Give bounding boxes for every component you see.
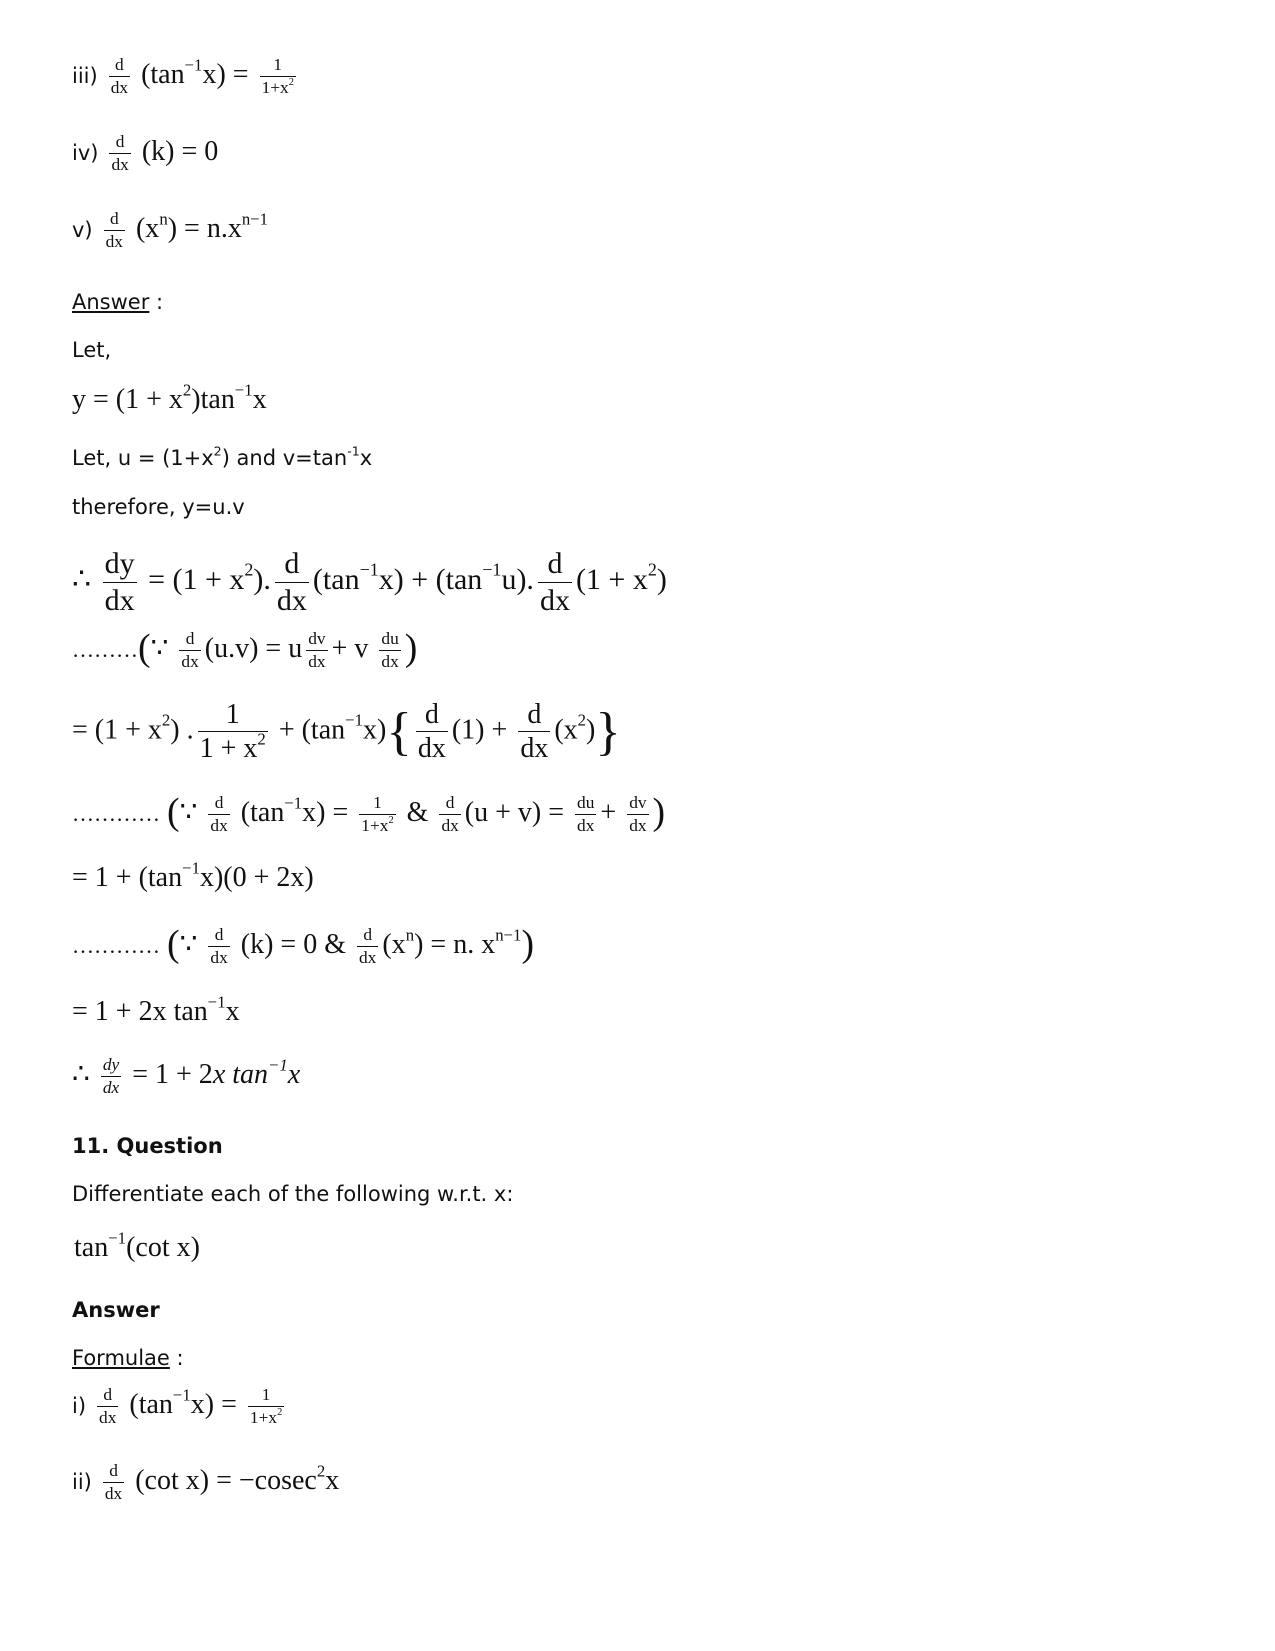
dv-dx: $\frac{dv}{dx}$	[308, 628, 326, 672]
note-3: ………… (∵ $\frac{d}{dx}$ (k) = 0 & $\frac{d}{dx}$ $(x^n) = n$. $x^{n-1}$)	[72, 923, 535, 968]
du-dx: $\frac{du}{dx}$	[577, 792, 595, 836]
note-2: ………… (∵ $\frac{d}{dx}$ $(\tan^{-1}x)$ = $\frac{1}{1+x^2}$ & $\frac{d}{dx}$ (u + v) = $\frac{du}{dx}$ + $\frac{dv}{dx}$ )	[72, 791, 666, 836]
note-1: ………(∵ $\frac{d}{dx}$ (u.v) = u $\frac{dv}{dx}$ + v $\frac{du}{dx}$ )	[72, 627, 418, 672]
question-11-expression: $\tan^{-1}(\cot$ x)	[74, 1228, 200, 1263]
let-text: Let,	[72, 338, 112, 362]
fraction: $\frac{1}{1+x^2}$	[361, 792, 394, 836]
derivative-operator: $\frac{d}{dx}$	[359, 924, 377, 968]
question-11-text: Differentiate each of the following w.r.t. x:	[72, 1182, 514, 1206]
derivative-operator: $\frac{d}{dx}$	[110, 55, 129, 98]
derivative-operator: $\frac{d}{dx}$	[520, 699, 549, 765]
formula-v: v) $\frac{d}{dx}$ $(x^n) = n.x^{n-1}$	[72, 209, 269, 252]
derivative-operator: $\frac{d}{dx}$	[539, 547, 570, 617]
equation-y: $y = (1 + x^2)\tan^{-1}x$	[72, 380, 267, 415]
derivative-operator: $\frac{d}{dx}$	[417, 699, 446, 765]
step-4: = 1 + 2x $\tan^{-1}x$	[72, 992, 240, 1027]
derivative-operator: $\frac{d}{dx}$	[210, 792, 228, 836]
derivative-operator: $\frac{d}{dx}$	[104, 1461, 123, 1504]
derivative-operator: $\frac{d}{dx}$	[99, 1385, 117, 1428]
therefore-text: therefore, y=u.v	[72, 495, 245, 519]
formula-label: iv)	[72, 141, 99, 166]
derivative-operator: $\frac{d}{dx}$	[210, 924, 228, 968]
formulae-heading: Formulae :	[72, 1346, 184, 1370]
formula-ii: ii) $\frac{d}{dx}$ (cot x) = −cosec$^2$x	[72, 1461, 340, 1504]
derivative-operator: $\frac{d}{dx}$	[276, 547, 307, 617]
derivative-operator: $\frac{d}{dx}$	[105, 209, 123, 252]
fraction: $\frac{1}{1+x^2}$	[249, 1385, 283, 1428]
answer-heading-2: Answer	[72, 1298, 160, 1322]
answer-heading: Answer :	[72, 290, 164, 314]
du-dx: $\frac{du}{dx}$	[381, 628, 399, 672]
dv-dx: $\frac{dv}{dx}$	[629, 792, 647, 836]
let-uv-text: Let, $u = (1+x^2)$ and $v=\tan^{-1}x$	[72, 443, 373, 470]
fraction: $\frac{1}{1 + x^2}$	[199, 699, 266, 765]
derivative-operator: $\frac{d}{dx}$	[441, 792, 459, 836]
formula-i: i) $\frac{d}{dx}$ $(\tan^{-1}x)$ = $\frac{1}{1+x^2}$	[72, 1385, 283, 1428]
dy-dx: $\frac{dy}{dx}$	[104, 547, 135, 617]
derivative-operator: $\frac{d}{dx}$	[111, 132, 129, 175]
question-11-title: 11. Question	[72, 1134, 223, 1158]
formula-label: iii)	[72, 64, 98, 89]
step-1: ∴ $\frac{dy}{dx}$ = $(1 + x^2)$. $\frac{d}{dx}$ $(\tan^{-1}x) + (\tan^{-1}u)$. $\frac{d}{dx}$ $(1 + x^2)$	[72, 547, 667, 617]
formula-label: v)	[72, 218, 93, 243]
step-2: = $(1 + x^2)$ . $\frac{1}{1 + x^2}$ + $(\tan^{-1}x)${ $\frac{d}{dx}$ (1) + $\frac{d}{dx}$ $(x^2)$}	[72, 699, 621, 765]
derivative-operator: $\frac{d}{dx}$	[181, 628, 199, 672]
formula-label: ii)	[72, 1470, 92, 1495]
formula-label: i)	[72, 1394, 87, 1419]
step-5-result: ∴ $\frac{dy}{dx}$ = 1 + 2x $\tan^{-1}x$	[72, 1055, 301, 1098]
fraction: $\frac{1}{1+x^2}$	[261, 55, 294, 98]
formula-iv: iv) $\frac{d}{dx}$ (k) = 0	[72, 132, 219, 175]
formula-iii: iii) $\frac{d}{dx}$ $(\tan^{-1}x)$ = $\frac{1}{1+x^2}$	[72, 55, 294, 98]
dy-dx: $\frac{dy}{dx}$	[102, 1055, 120, 1098]
step-3: = $1 + (\tan^{-1}x)(0 + 2x)$	[72, 858, 314, 893]
